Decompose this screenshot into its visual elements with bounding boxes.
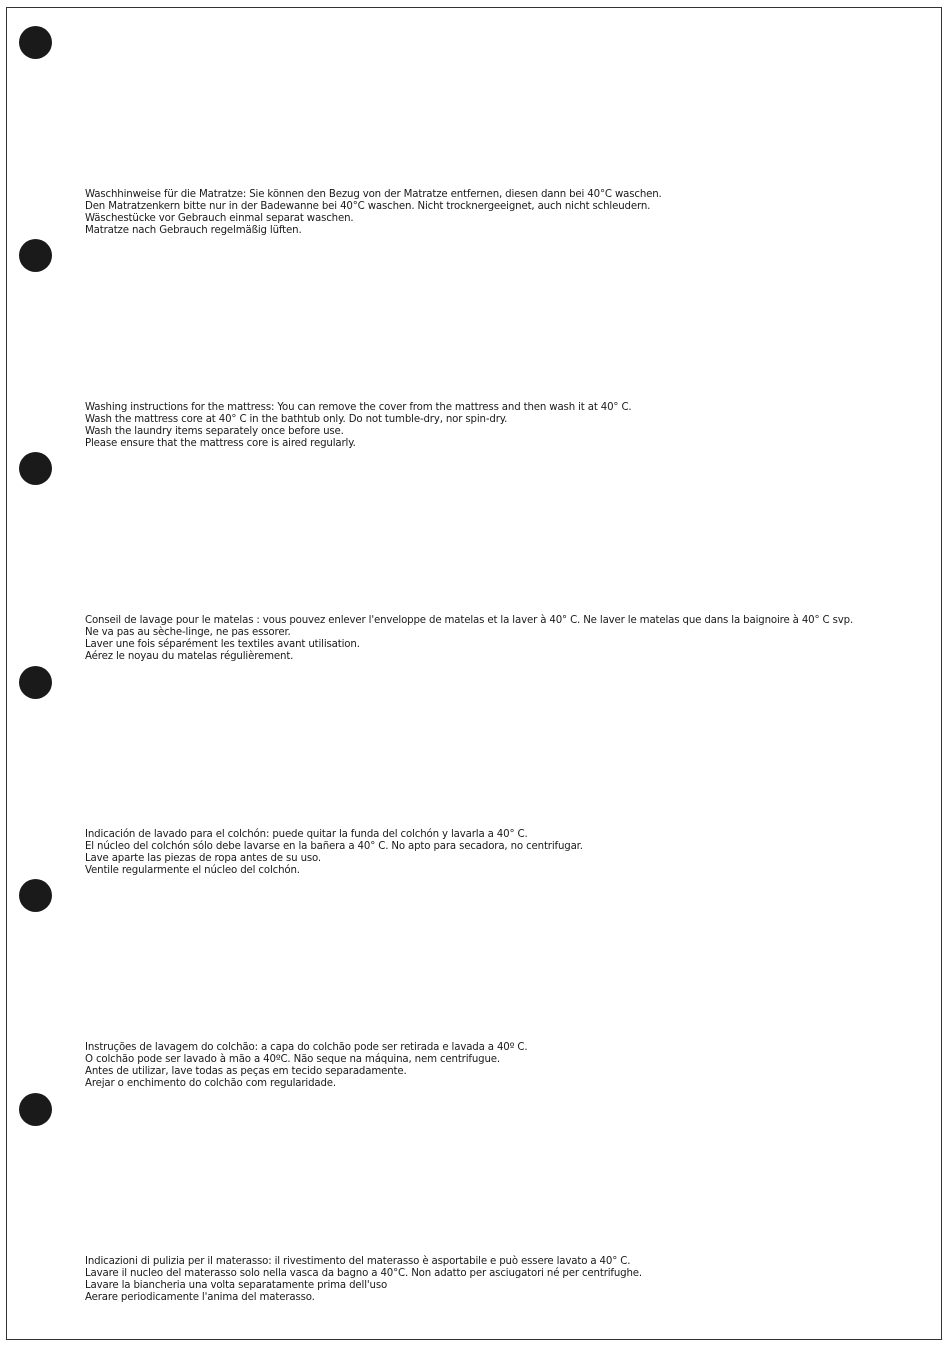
punch-hole-4 (19, 666, 52, 699)
instruction-line: Indicazioni di pulizia per il materasso: il rivestimento del materasso è asportabile e può essere lavato a 40° C. (85, 1256, 631, 1267)
instructions-german (85, 189, 662, 237)
instruction-line: Den Matratzenkern bitte nur in der Badewanne bei 40°C waschen. Nicht trocknergeeignet, auch nicht schleudern. (85, 201, 651, 212)
instruction-line: O colchão pode ser lavado à mão a 40ºC. Não seque na máquina, nem centrifugue. (85, 1054, 500, 1065)
instruction-line: Lave aparte las piezas de ropa antes de su uso. (85, 853, 322, 864)
instruction-line: Arejar o enchimento do colchão com regularidade. (85, 1078, 336, 1089)
instruction-line: El núcleo del colchón sólo debe lavarse en la bañera a 40° C. No apto para secadora, no centrifugar. (85, 841, 583, 852)
instruction-line: Aerare periodicamente l'anima del materasso. (85, 1292, 315, 1303)
instruction-line: Ventile regularmente el núcleo del colchón. (85, 865, 300, 876)
instruction-line: Aérez le noyau du matelas régulièrement. (85, 651, 294, 662)
punch-hole-3 (19, 452, 52, 485)
instruction-line: Ne va pas au sèche-linge, ne pas essorer. (85, 627, 291, 638)
instructions-spanish (85, 829, 583, 877)
instruction-line: Waschhinweise für die Matratze: Sie können den Bezug von der Matratze entfernen, diesen dann bei 40°C waschen. (85, 189, 662, 200)
instruction-line: Laver une fois séparément les textiles avant utilisation. (85, 639, 360, 650)
instruction-line: Wash the mattress core at 40° C in the bathtub only. Do not tumble-dry, nor spin-dry. (85, 414, 508, 425)
punch-hole-6 (19, 1093, 52, 1126)
instruction-line: Instruções de lavagem do colchão: a capa do colchão pode ser retirada e lavada a 40º C. (85, 1042, 528, 1053)
punch-hole-2 (19, 239, 52, 272)
instruction-line: Conseil de lavage pour le matelas : vous pouvez enlever l'enveloppe de matelas et la laver à 40° C. Ne laver le matelas que dans la baignoire à 40° C svp. (85, 615, 854, 626)
instruction-line: Wash the laundry items separately once before use. (85, 426, 344, 437)
instruction-line: Antes de utilizar, lave todas as peças em tecido separadamente. (85, 1066, 407, 1077)
punch-hole-1 (19, 26, 52, 59)
instruction-line: Please ensure that the mattress core is aired regularly. (85, 438, 356, 449)
instruction-line: Lavare la biancheria una volta separatamente prima dell'uso (85, 1280, 388, 1291)
instructions-english (85, 402, 632, 450)
instruction-line: Lavare il nucleo del materasso solo nella vasca da bagno a 40°C. Non adatto per asciugatori né per centrifughe. (85, 1268, 642, 1279)
instruction-line: Indicación de lavado para el colchón: puede quitar la funda del colchón y lavarla a 40° C. (85, 829, 528, 840)
punch-hole-5 (19, 879, 52, 912)
instructions-french (85, 615, 853, 663)
instruction-line: Washing instructions for the mattress: You can remove the cover from the mattress and then wash it at 40° C. (85, 402, 632, 413)
instructions-portuguese (85, 1042, 527, 1090)
instruction-line: Wäschestücke vor Gebrauch einmal separat waschen. (85, 213, 354, 224)
instruction-line: Matratze nach Gebrauch regelmäßig lüften. (85, 225, 302, 236)
instructions-italian (85, 1256, 642, 1304)
